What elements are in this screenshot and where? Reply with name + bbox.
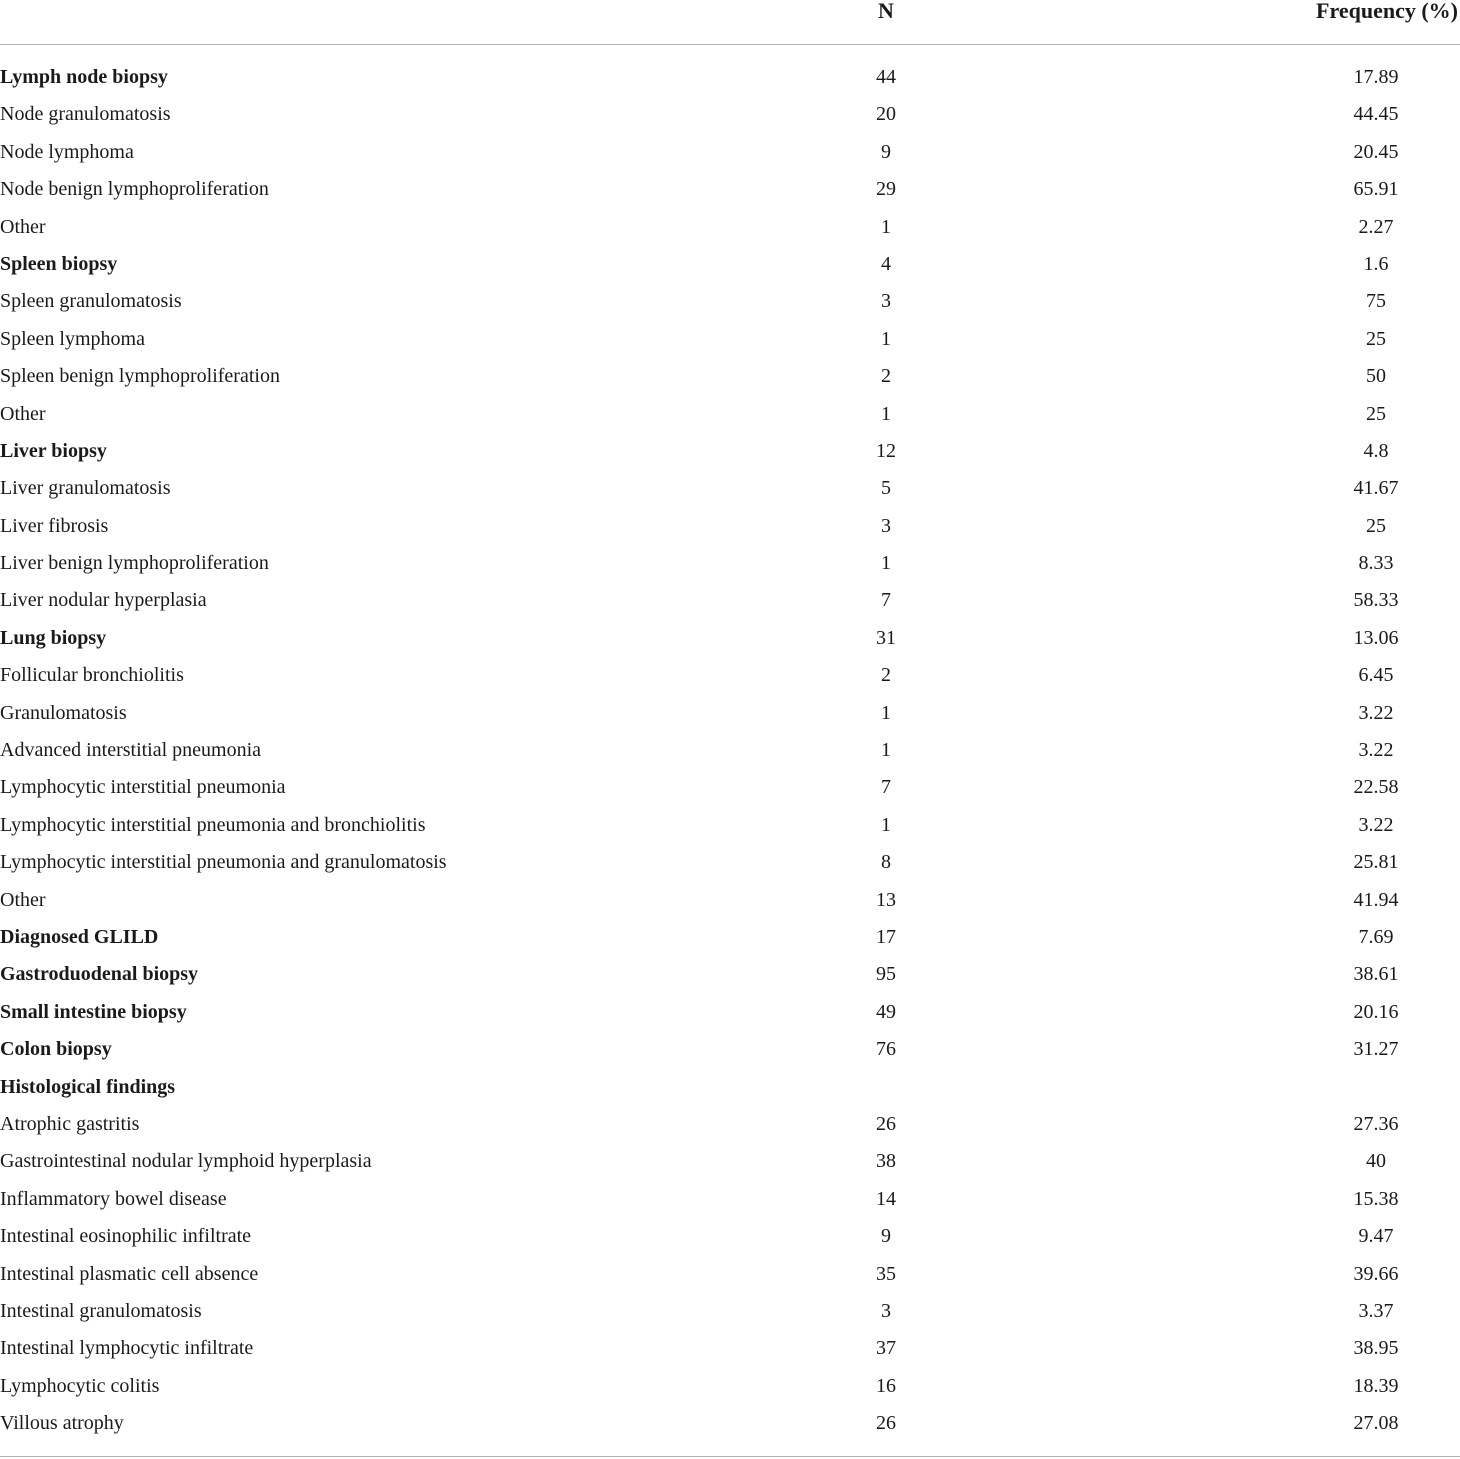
table-section-row	[0, 59, 1460, 96]
row-frequency-value: 25.81	[1353, 851, 1399, 874]
row-frequency-value: 7.69	[1358, 925, 1394, 948]
table-row	[0, 96, 1460, 133]
row-n-value: 26	[876, 1112, 896, 1135]
row-label: Follicular bronchiolitis	[0, 664, 184, 687]
row-n-value: 1	[881, 402, 891, 425]
row-frequency-value: 1.6	[1363, 252, 1389, 275]
row-n-value: 3	[881, 290, 891, 313]
row-n-value: 9	[881, 140, 891, 163]
row-label: Node lymphoma	[0, 140, 134, 163]
row-n-value: 4	[881, 252, 891, 275]
row-label: Other	[0, 888, 46, 911]
row-n-value: 7	[881, 776, 891, 799]
row-frequency-value: 13.06	[1353, 626, 1399, 649]
row-frequency-value: 20.45	[1353, 140, 1399, 163]
table-body	[0, 59, 1460, 1442]
table-row	[0, 695, 1460, 732]
row-n-value: 44	[876, 66, 896, 88]
row-label: Atrophic gastritis	[0, 1112, 140, 1135]
row-label: Gastrointestinal nodular lymphoid hyperplasia	[0, 1150, 372, 1173]
row-n-value: 5	[881, 477, 891, 500]
row-frequency-value: 4.8	[1363, 439, 1389, 462]
row-n-value: 1	[881, 327, 891, 350]
row-label: Other	[0, 402, 46, 425]
row-n-value: 49	[876, 1000, 896, 1023]
row-frequency-value: 8.33	[1358, 552, 1394, 575]
row-n-value: 35	[876, 1262, 896, 1285]
column-header-n: N	[878, 0, 894, 23]
table-row	[0, 134, 1460, 171]
row-n-value: 76	[876, 1038, 896, 1061]
table-row	[0, 1330, 1460, 1367]
row-frequency-value: 20.16	[1353, 1000, 1399, 1023]
row-n-value: 38	[876, 1150, 896, 1173]
table-section-row	[0, 1069, 1460, 1106]
row-frequency-value: 31.27	[1353, 1038, 1399, 1061]
table-row	[0, 396, 1460, 433]
table-row	[0, 1405, 1460, 1442]
table-row	[0, 358, 1460, 395]
table-row	[0, 769, 1460, 806]
row-label: Lung biopsy	[0, 626, 107, 649]
table-row	[0, 582, 1460, 619]
table-row	[0, 1106, 1460, 1143]
row-n-value: 3	[881, 1299, 891, 1322]
row-frequency-value: 58.33	[1353, 589, 1399, 612]
row-label: Liver nodular hyperplasia	[0, 589, 207, 612]
row-frequency-value: 3.22	[1358, 739, 1394, 762]
row-frequency-value: 75	[1366, 290, 1386, 313]
row-n-value: 9	[881, 1225, 891, 1248]
row-frequency-value: 3.22	[1358, 701, 1394, 724]
table-row	[0, 1181, 1460, 1218]
row-label: Spleen benign lymphoproliferation	[0, 365, 280, 388]
row-n-value: 14	[876, 1187, 896, 1210]
row-n-value: 13	[876, 888, 896, 911]
table-section-row	[0, 956, 1460, 993]
row-frequency-value: 41.94	[1353, 888, 1399, 911]
row-n-value: 1	[881, 701, 891, 724]
table-row	[0, 470, 1460, 507]
row-frequency-value: 65.91	[1353, 178, 1399, 201]
row-label: Other	[0, 215, 46, 238]
table-row	[0, 844, 1460, 881]
row-label: Intestinal lymphocytic infiltrate	[0, 1337, 254, 1360]
row-n-value: 37	[876, 1337, 896, 1360]
row-label: Inflammatory bowel disease	[0, 1187, 227, 1210]
table-section-row	[0, 994, 1460, 1031]
row-n-value: 8	[881, 851, 891, 874]
row-frequency-value: 25	[1366, 327, 1386, 350]
row-frequency-value: 40	[1366, 1150, 1386, 1173]
row-n-value: 1	[881, 552, 891, 575]
row-frequency-value: 41.67	[1353, 477, 1399, 500]
row-label: Gastroduodenal biopsy	[0, 963, 199, 986]
row-n-value: 95	[876, 963, 896, 986]
table-row	[0, 657, 1460, 694]
table-section-row	[0, 433, 1460, 470]
row-label: Small intestine biopsy	[0, 1000, 187, 1023]
table-row	[0, 209, 1460, 246]
table-section-row	[0, 246, 1460, 283]
table-row	[0, 1293, 1460, 1330]
row-label: Granulomatosis	[0, 701, 127, 724]
row-n-value: 16	[876, 1374, 896, 1397]
row-n-value: 2	[881, 664, 891, 687]
table-row	[0, 882, 1460, 919]
row-label: Liver fibrosis	[0, 514, 109, 537]
row-label: Lymphocytic colitis	[0, 1374, 160, 1397]
row-frequency-value: 38.61	[1353, 963, 1399, 986]
row-label: Villous atrophy	[0, 1412, 124, 1435]
table-row	[0, 1368, 1460, 1405]
table-row	[0, 1218, 1460, 1255]
row-frequency-value: 9.47	[1358, 1225, 1394, 1248]
row-label: Spleen lymphoma	[0, 327, 145, 350]
row-label: Node benign lymphoproliferation	[0, 178, 269, 201]
row-n-value: 17	[876, 925, 896, 948]
row-frequency-value: 15.38	[1353, 1187, 1399, 1210]
row-label: Histological findings	[0, 1075, 176, 1098]
row-label: Intestinal eosinophilic infiltrate	[0, 1225, 252, 1248]
row-label: Advanced interstitial pneumonia	[0, 739, 262, 762]
row-frequency-value: 22.58	[1353, 776, 1399, 799]
table-row	[0, 171, 1460, 208]
row-n-value: 20	[876, 103, 896, 126]
table-row	[0, 508, 1460, 545]
row-frequency-value: 44.45	[1353, 103, 1399, 126]
row-n-value: 12	[876, 439, 896, 462]
row-label: Spleen biopsy	[0, 252, 118, 275]
row-frequency-value: 38.95	[1353, 1337, 1399, 1360]
row-n-value: 1	[881, 739, 891, 762]
table-section-row	[0, 919, 1460, 956]
row-frequency-value: 27.36	[1353, 1112, 1399, 1135]
row-label: Liver granulomatosis	[0, 477, 171, 500]
row-frequency-value: 50	[1366, 365, 1386, 388]
table-row	[0, 1143, 1460, 1180]
row-label: Intestinal granulomatosis	[0, 1299, 202, 1322]
table-bottom-rule	[0, 1456, 1460, 1457]
table-row	[0, 1256, 1460, 1293]
row-frequency-value: 39.66	[1353, 1262, 1399, 1285]
table-row	[0, 732, 1460, 769]
row-n-value: 26	[876, 1412, 896, 1435]
row-frequency-value: 27.08	[1353, 1412, 1399, 1435]
row-label: Liver biopsy	[0, 439, 107, 462]
row-frequency-value: 25	[1366, 514, 1386, 537]
table-section-row	[0, 1031, 1460, 1068]
row-frequency-value: 17.89	[1353, 66, 1399, 88]
row-label: Lymphocytic interstitial pneumonia	[0, 776, 286, 799]
row-n-value: 1	[881, 813, 891, 836]
row-label: Diagnosed GLILD	[0, 925, 159, 948]
row-frequency-value: 3.22	[1358, 813, 1394, 836]
row-n-value: 29	[876, 178, 896, 201]
row-frequency-value: 18.39	[1353, 1374, 1399, 1397]
row-n-value: 1	[881, 215, 891, 238]
row-label: Lymph node biopsy	[0, 66, 168, 88]
row-n-value: 2	[881, 365, 891, 388]
row-n-value: 7	[881, 589, 891, 612]
table-row	[0, 545, 1460, 582]
row-frequency-value: 3.37	[1358, 1299, 1394, 1322]
table-row	[0, 807, 1460, 844]
table-row	[0, 321, 1460, 358]
row-frequency-value: 6.45	[1358, 664, 1394, 687]
row-label: Liver benign lymphoproliferation	[0, 552, 269, 575]
row-label: Lymphocytic interstitial pneumonia and granulomatosis	[0, 851, 447, 874]
row-label: Spleen granulomatosis	[0, 290, 182, 313]
row-frequency-value: 25	[1366, 402, 1386, 425]
row-n-value: 3	[881, 514, 891, 537]
table-header	[0, 0, 1460, 45]
row-label: Lymphocytic interstitial pneumonia and bronchiolitis	[0, 813, 426, 836]
table-row	[0, 283, 1460, 320]
row-label: Intestinal plasmatic cell absence	[0, 1262, 259, 1285]
row-label: Node granulomatosis	[0, 103, 171, 126]
row-frequency-value: 2.27	[1358, 215, 1394, 238]
column-header-frequency: Frequency (%)	[1316, 0, 1458, 23]
table-section-row	[0, 620, 1460, 657]
row-label: Colon biopsy	[0, 1038, 112, 1061]
row-n-value: 31	[876, 626, 896, 649]
